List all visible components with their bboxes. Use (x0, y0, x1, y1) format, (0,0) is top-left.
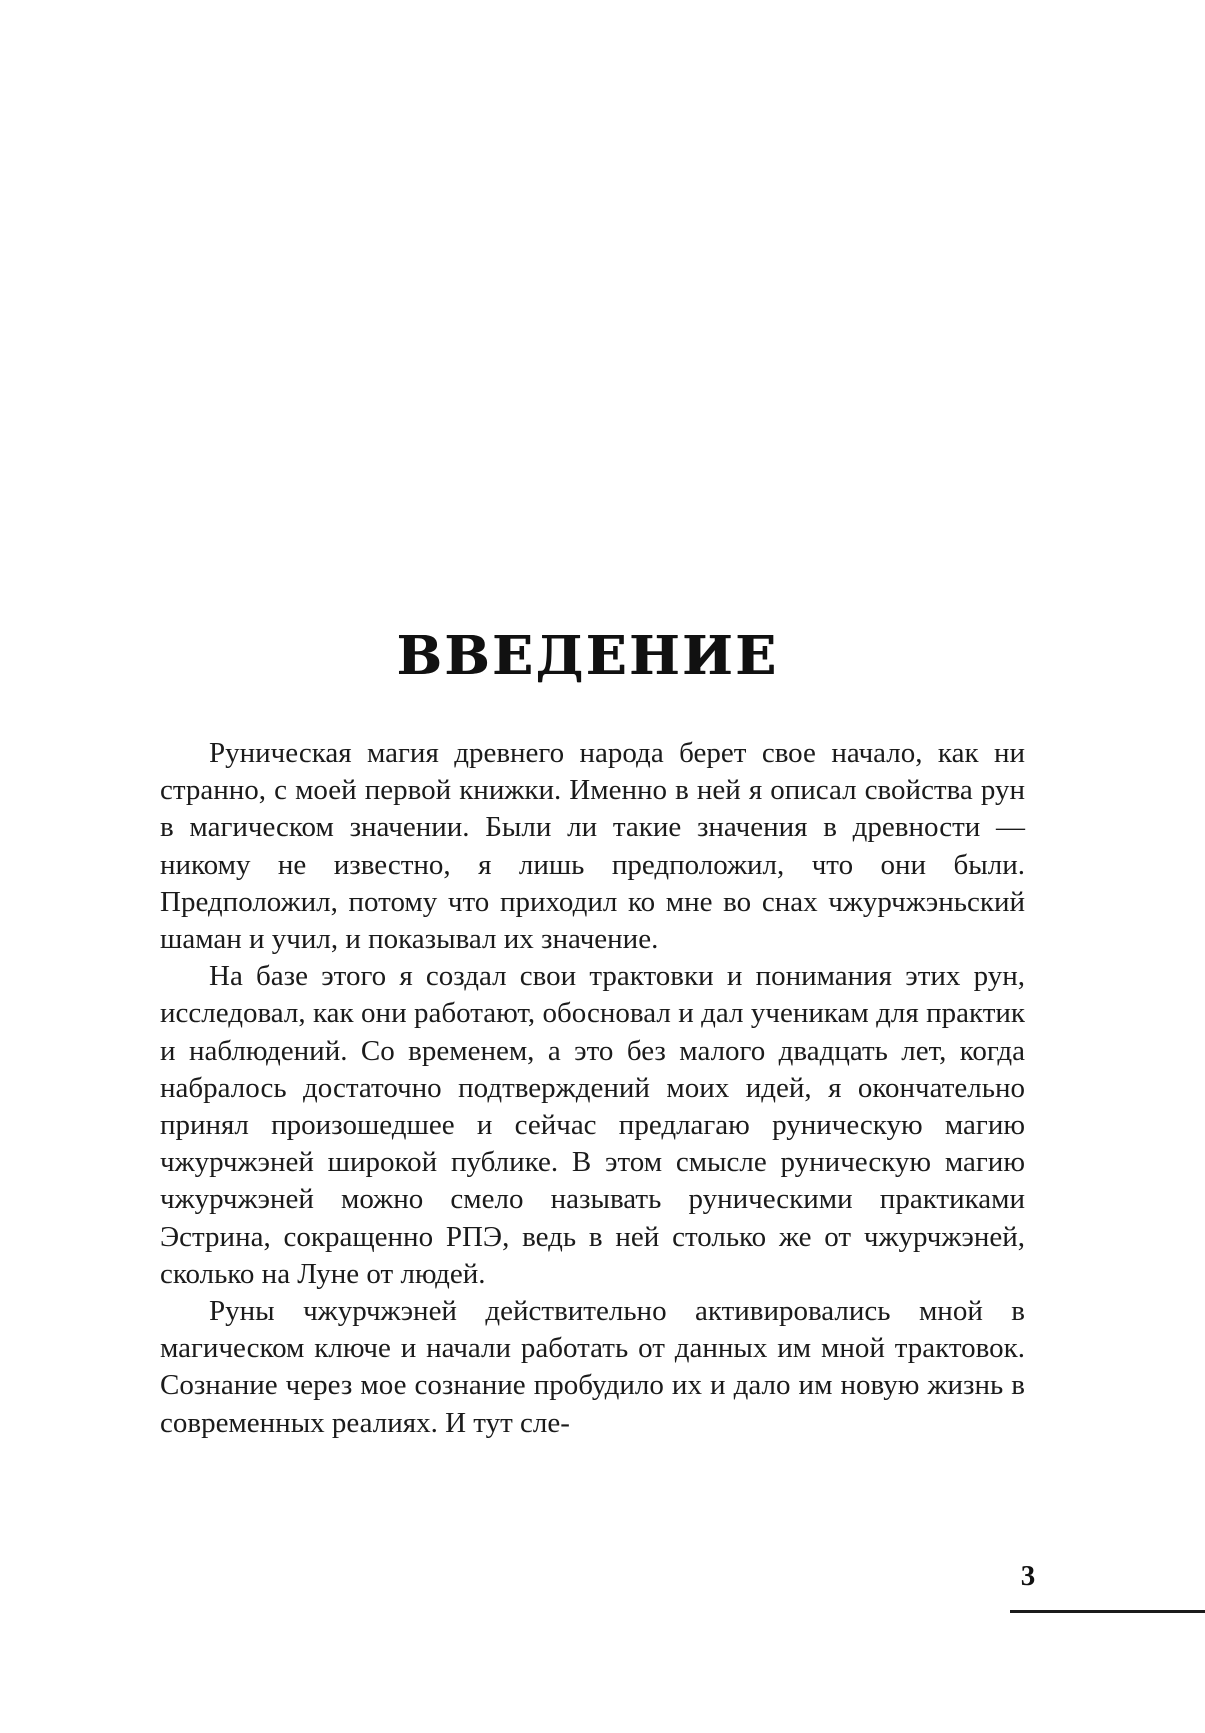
paragraph: На базе этого я создал свои трактовки и понимания этих рун, исследовал, как они работают, обосновал и дал ученикам для практик и наблюдений. Со временем, а это без малого двадцать лет, когда набралось достаточно подтверждений моих идей, я окончательно принял произошедшее и сейчас предлагаю руническую магию чжурчжэней широкой публике. В этом смысле руническую магию чжурчжэней можно смело называть руническими практиками Эстрина, сокращенно РПЭ, ведь в ней столько же от чжурчжэней, сколько на Луне от людей. (160, 960, 1025, 1290)
chapter-title: ВВЕДЕНИЕ (396, 625, 779, 687)
page-number: 3 (1020, 1560, 1036, 1592)
body-text (160, 735, 1025, 1442)
paragraph: Руны чжурчжэней действительно активировались мной в магическом ключе и начали работать от данных им мной трактовок. Сознание через мое сознание пробудило их и дало им новую жизнь в современных реалиях. И тут сле- (160, 1295, 1025, 1439)
paragraph: Руническая магия древнего народа берет свое начало, как ни странно, с моей первой книжки. Именно в ней я описал свойства рун в магическом значении. Были ли такие значения в древности — никому не известно, я лишь предположил, что они были. Предположил, потому что приходил ко мне во снах чжурчжэньский шаман и учил, и показывал их значение. (160, 737, 1025, 956)
footer-rule (1010, 1610, 1205, 1613)
